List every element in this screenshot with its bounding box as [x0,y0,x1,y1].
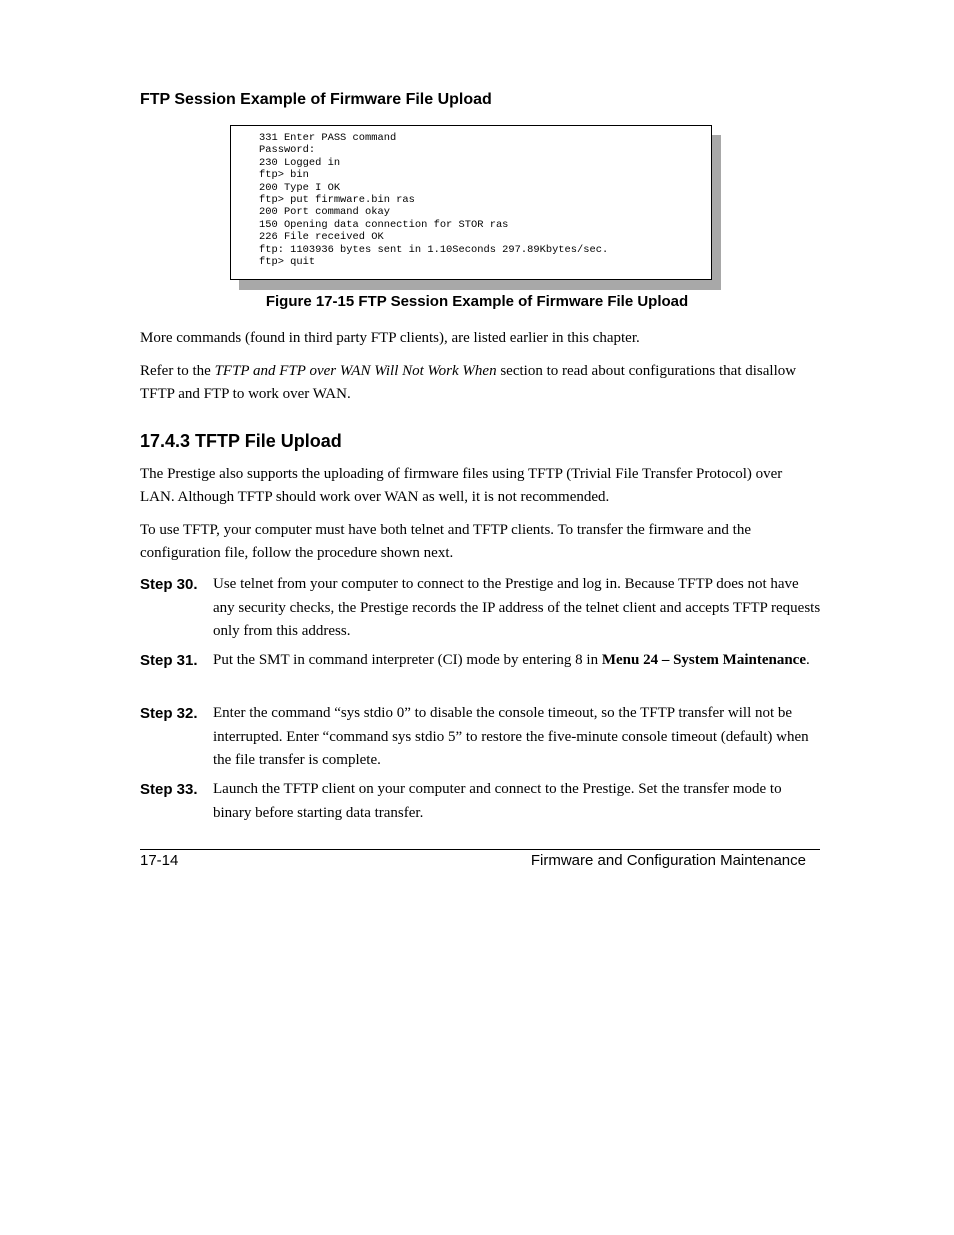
chapter-title: Firmware and Configuration Maintenance [530,852,806,869]
code-box [230,125,712,280]
step-text: Enter the command “sys stdio 0” to disable the console timeout, so the TFTP transfer will not be interrupted. Enter “command sys stdio 5” to restore the five-minute console timeout (default) when the file transfer is complete. [213,705,809,768]
step-text-after: . [805,652,810,668]
step-label: Step 33. [140,781,198,798]
paragraph-tftp-intro: The Prestige also supports the uploading of firmware files using TFTP (Trivial File Transfer Protocol) over LAN. Although TFTP should work over WAN as well, it is not recommended. [140,466,783,505]
paragraph-tftp-requirements: To use TFTP, your computer must have both telnet and TFTP clients. To transfer the firmware and the configuration file, follow the procedure shown next. [140,522,751,561]
code-figure [230,125,712,280]
paragraph-refer-before: Refer to the [140,363,215,379]
menu-reference: Menu 24 – System Maintenance [601,652,806,668]
step-label: Step 31. [140,652,198,669]
page-number: 17-14 [140,852,179,869]
section-heading: FTP Session Example of Firmware File Upload [140,91,492,108]
section-heading: 17.4.3 TFTP File Upload [140,431,342,451]
step-text: Launch the TFTP client on your computer and connect to the Prestige. Set the transfer mode to binary before starting data transfer. [213,781,782,821]
step-label: Step 32. [140,705,198,722]
code-listing: 331 Enter PASS command Password: 230 Logged in ftp> bin 200 Type I OK ftp> put firmware.bin ras 200 Port command okay 150 Opening data connection for STOR ras 226 File received OK ftp: 1103936 bytes sent in 1.10Seconds 297.89Kbytes/sec. ftp> quit [259,132,609,269]
figure-caption: Figure 17-15 FTP Session Example of Firmware File Upload [265,293,689,310]
footer-divider [140,849,820,850]
step-text: Use telnet from your computer to connect to the Prestige and log in. Because TFTP does not have any security checks, the Prestige records the IP address of the telnet client and accepts TFTP requests only from this address. [213,576,821,639]
paragraph-refer-after: section to read about configurations that disallow TFTP and FTP to work over WAN. [140,363,797,402]
step-text [213,649,821,673]
paragraph-more-commands: More commands (found in third party FTP clients), are listed earlier in this chapter. [140,330,640,346]
step-label: Step 30. [140,576,198,593]
cross-reference-link-text: TFTP and FTP over WAN Will Not Work When [214,363,497,379]
paragraph-refer [140,360,820,406]
step-text-before: Put the SMT in command interpreter (CI) mode by entering 8 in [213,652,602,668]
